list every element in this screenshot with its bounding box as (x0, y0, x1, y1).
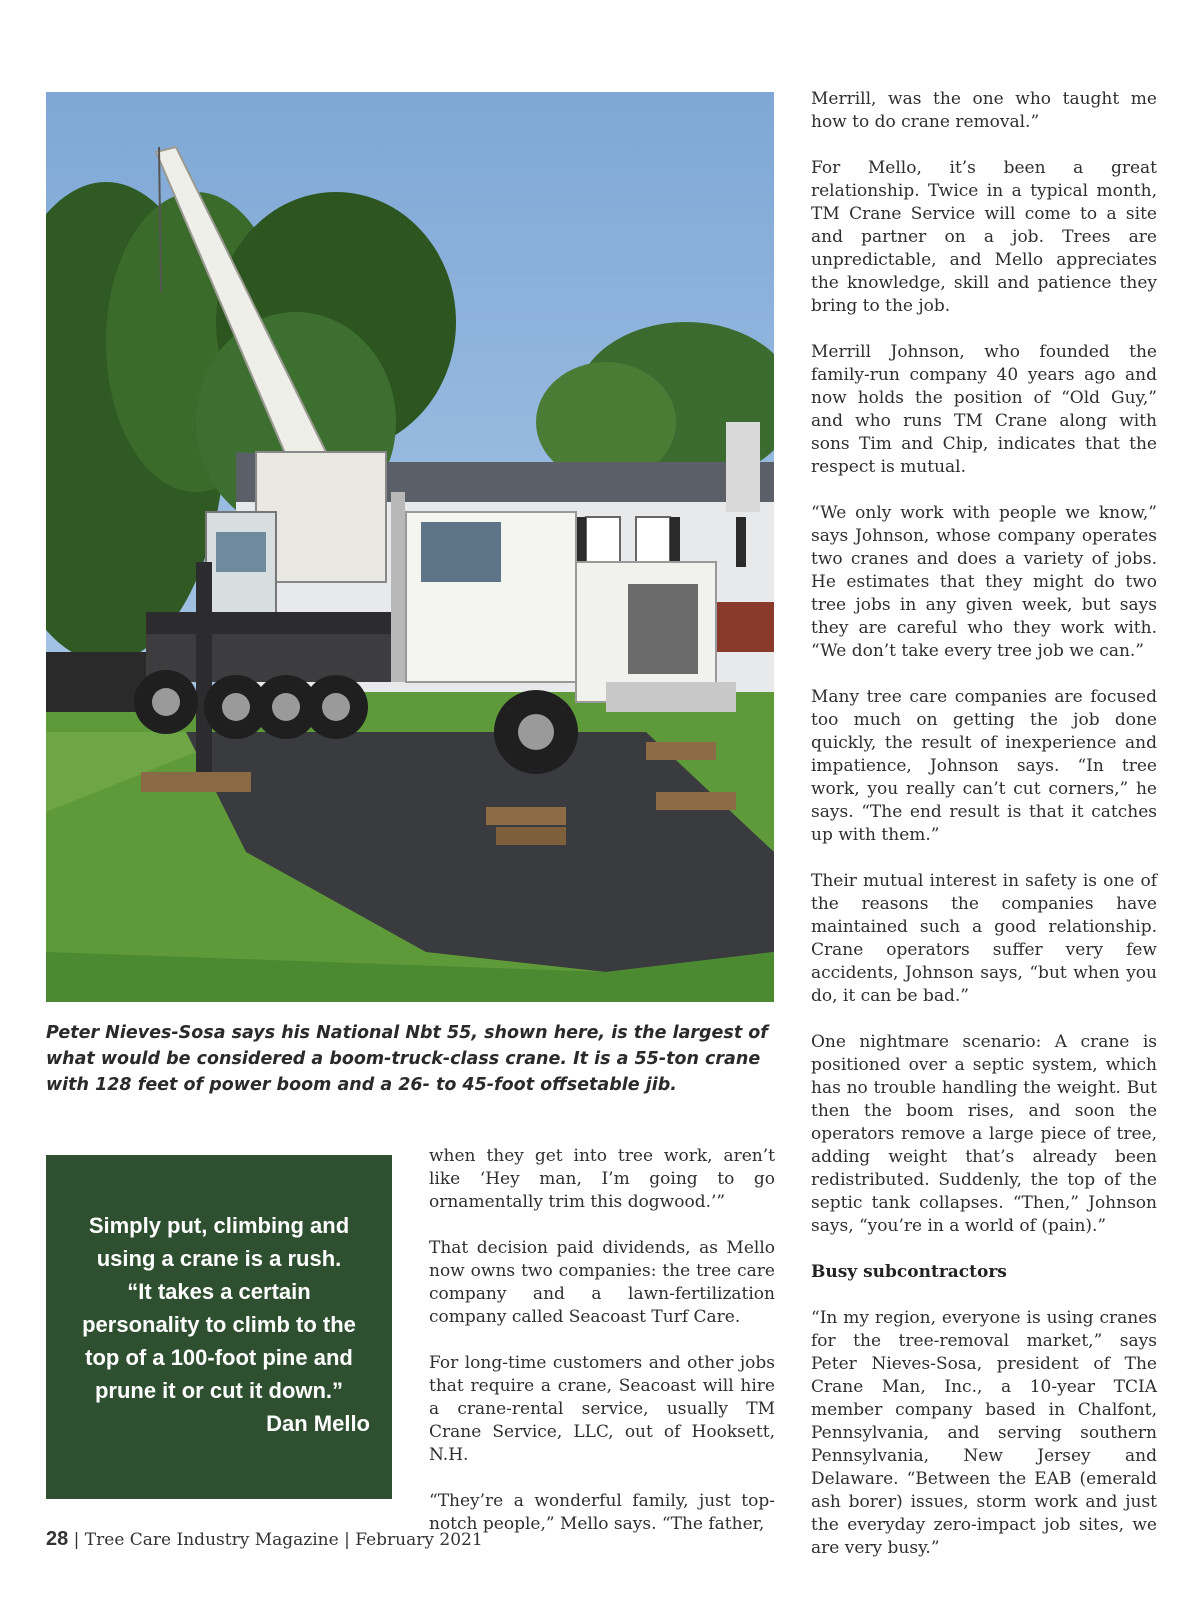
paragraph: Many tree care companies are focused too much on getting the job done quickly, the result of inexperience and impatience, Johnson says. “In tree work, you really can’t cut corners,” he says. “The end result is that it catches up with them.” (811, 687, 1157, 845)
paragraph: Merrill Johnson, who founded the family-run company 40 years ago and now holds the position of “Old Guy,” and who runs TM Crane along with sons Tim and Chip, indicates that the respect is mutual. (811, 342, 1157, 477)
paragraph: That decision paid dividends, as Mello now owns two companies: the tree care company and a lawn-fertilization company called Seacoast Turf Care. (429, 1238, 775, 1327)
article-column-right (811, 88, 1157, 1583)
paragraph: “They’re a wonderful family, just top-notch people,” Mello says. “The father, (429, 1491, 775, 1534)
pull-quote (46, 1155, 392, 1499)
publication-name: Tree Care Industry Magazine (84, 1530, 339, 1550)
paragraph: For Mello, it’s been a great relationship. Twice in a typical month, TM Crane Service will come to a site and partner on a job. Trees are unpredictable, and Mello appreciates the knowledge, skill and patience they bring to the job. (811, 158, 1157, 316)
page-footer (46, 1528, 483, 1551)
paragraph: Merrill, was the one who taught me how to do crane removal.” (811, 89, 1157, 132)
footer-separator: | (73, 1530, 80, 1550)
section-heading: Busy subcontractors (811, 1262, 1007, 1282)
paragraph: “We only work with people we know,” says Johnson, whose company operates two cranes and does a variety of jobs. He estimates that they might do two tree jobs in any given week, but says they are careful who they work with. “We don’t take every tree job we can.” (811, 503, 1157, 661)
footer-separator: | (344, 1530, 350, 1550)
issue-date: February 2021 (355, 1530, 483, 1550)
paragraph: “In my region, everyone is using cranes for the tree-removal market,” says Peter Nieves-Sosa, president of The Crane Man, Inc., a 10-year TCIA member company based in Chalfont, Pennsylvania, and serving southern Pennsylvania, New Jersey and Delaware. “Between the EAB (emerald ash borer) issues, storm work and just the everyday zero-impact job sites, we are very busy.” (811, 1308, 1157, 1558)
paragraph: One nightmare scenario: A crane is positioned over a septic system, which has no trouble handling the weight. But then the boom rises, and soon the operators remove a large piece of tree, adding weight that’s already been redistributed. Suddenly, the top of the septic tank collapses. “Then,” Johnson says, “you’re in a world of (pain).” (811, 1032, 1157, 1236)
page-number: 28 (46, 1528, 69, 1550)
crane-truck-photo (46, 92, 774, 1002)
paragraph: when they get into tree work, aren’t like ‘Hey man, I’m going to go ornamentally trim this dogwood.’” (429, 1146, 775, 1212)
pull-quote-line1: Simply put, climbing and using a crane is a rush. (88, 1213, 350, 1271)
photo-caption: Peter Nieves-Sosa says his National Nbt 55, shown here, is the largest of what would be considered a boom-truck-class crane. It is a 55-ton crane with 128 feet of power boom and a 26- to 45-foot offsetable jib. (46, 1023, 768, 1095)
paragraph: For long-time customers and other jobs that require a crane, Seacoast will hire a crane-rental service, usually TM Crane Service, LLC, out of Hooksett, N.H. (429, 1353, 775, 1465)
paragraph: Their mutual interest in safety is one of the reasons the companies have maintained such a good relationship. Crane operators suffer very few accidents, Johnson says, “but when you do, it can be bad.” (811, 871, 1157, 1006)
article-column-middle (429, 1145, 775, 1559)
pull-quote-attribution: Dan Mello (266, 1411, 370, 1436)
pull-quote-line2: “It takes a certain personality to climb to the top of a 100-foot pine and prune it or cut it down.” (82, 1279, 356, 1403)
